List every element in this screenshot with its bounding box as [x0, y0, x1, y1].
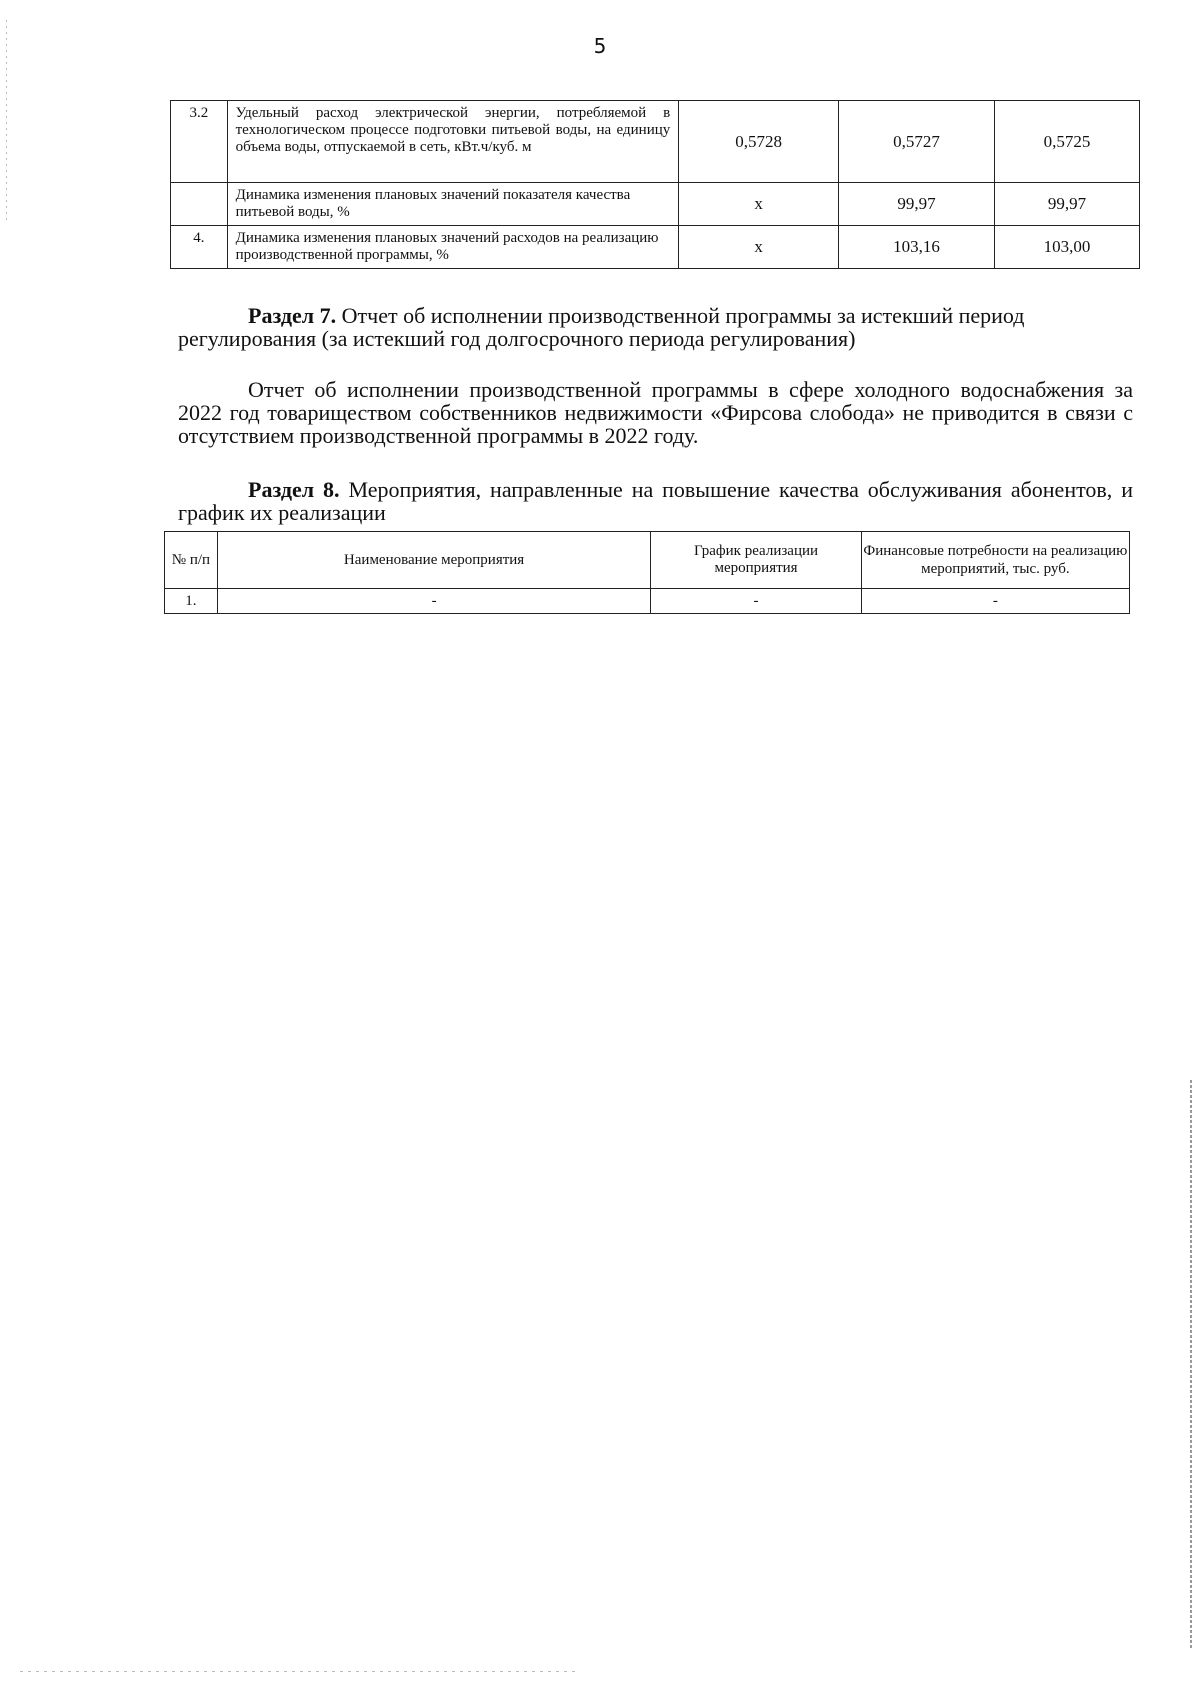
section-7-title: Отчет об исполнении производственной программы за истекший период регулирования (за истекший год долгосрочного периода регулирования)	[178, 303, 1025, 351]
scan-artifact-bottom	[20, 1671, 580, 1672]
header-name: Наименование мероприятия	[217, 532, 651, 589]
value-cell: 99,97	[994, 183, 1139, 226]
measures-table	[164, 531, 1130, 614]
section-7-heading	[178, 304, 1133, 350]
page-number: 5	[593, 34, 607, 58]
value-cell: 0,5725	[994, 101, 1139, 183]
indicators-table	[170, 100, 1140, 269]
value-cell: х	[679, 183, 839, 226]
row-finance: -	[861, 589, 1129, 614]
value-cell: 99,97	[839, 183, 995, 226]
section-7-paragraph: Отчет об исполнении производственной программы в сфере холодного водоснабжения за 2022 год товариществом собственников недвижимости «Фирсова слобода» не приводится в связи с отсутствием производственной программы в 2022 году.	[178, 377, 1133, 448]
value-cell: х	[679, 226, 839, 269]
table-row	[171, 183, 1140, 226]
table-header-row	[165, 532, 1130, 589]
row-number: 3.2	[171, 101, 228, 183]
value-cell: 103,16	[839, 226, 995, 269]
row-number: 1.	[165, 589, 218, 614]
section-7-label: Раздел 7.	[248, 303, 337, 328]
row-number: 4.	[171, 226, 228, 269]
row-description: Динамика изменения плановых значений расходов на реализацию производственной программы, %	[227, 226, 679, 269]
table-row	[171, 226, 1140, 269]
row-description: Удельный расход электрической энергии, потребляемой в технологическом процессе подготовки питьевой воды, на единицу объема воды, отпускаемой в сеть, кВт.ч/куб. м	[227, 101, 679, 183]
row-schedule: -	[651, 589, 861, 614]
value-cell: 0,5728	[679, 101, 839, 183]
section-8-heading	[178, 478, 1133, 524]
value-cell: 0,5727	[839, 101, 995, 183]
section-8-label: Раздел 8.	[248, 477, 340, 502]
row-number	[171, 183, 228, 226]
header-num: № п/п	[165, 532, 218, 589]
table-row	[171, 101, 1140, 183]
row-name: -	[217, 589, 651, 614]
scan-artifact-right	[1190, 1080, 1192, 1650]
value-cell: 103,00	[994, 226, 1139, 269]
header-schedule: График реализации мероприятия	[651, 532, 861, 589]
header-finance: Финансовые потребности на реализацию мероприятий, тыс. руб.	[861, 532, 1129, 589]
row-description: Динамика изменения плановых значений показателя качества питьевой воды, %	[227, 183, 679, 226]
table-row	[165, 589, 1130, 614]
section-8-title: Мероприятия, направленные на повышение качества обслуживания абонентов, и график их реализации	[178, 477, 1133, 525]
